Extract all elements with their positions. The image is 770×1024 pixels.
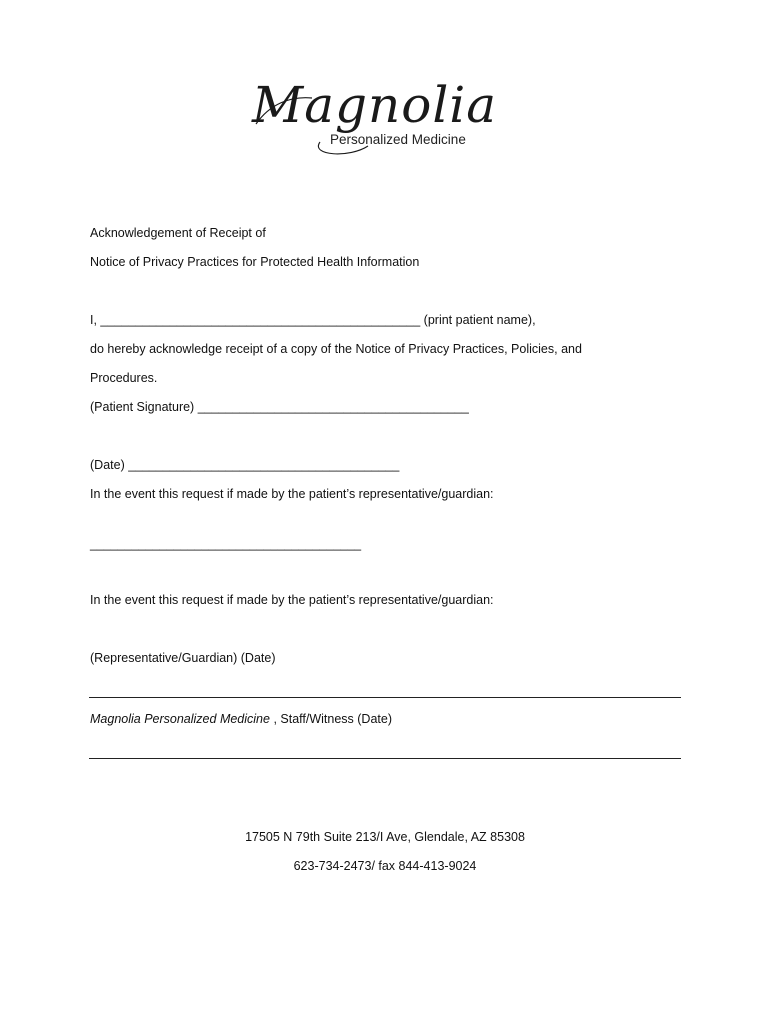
acknowledge-text-2: Procedures. (90, 371, 158, 385)
representative-intro-2: In the event this request if made by the patient’s representative/guardian: (90, 593, 494, 607)
representative-label: (Representative/Guardian) (Date) (90, 651, 276, 665)
patient-signature-field[interactable]: (Patient Signature) _______________________________________ (90, 400, 469, 414)
logo-tagline: Personalized Medicine (330, 132, 466, 147)
form-title-line-1: Acknowledgement of Receipt of (90, 226, 266, 240)
representative-blank-field[interactable]: _______________________________________ (90, 537, 362, 551)
footer-phone: 623-734-2473/ fax 844-413-9024 (293, 859, 477, 873)
date-field[interactable]: (Date) _______________________________________ (90, 458, 400, 472)
representative-signature-rule[interactable] (89, 697, 681, 698)
witness-label: , Staff/Witness (Date) (269, 712, 392, 726)
witness-line (90, 711, 392, 727)
witness-signature-rule[interactable] (89, 758, 681, 759)
acknowledge-text-1: do hereby acknowledge receipt of a copy of the Notice of Privacy Practices, Policies, and (90, 342, 582, 356)
footer-address: 17505 N 79th Suite 213/I Ave, Glendale, AZ 85308 (245, 830, 525, 844)
representative-intro-1: In the event this request if made by the patient’s representative/guardian: (90, 487, 494, 501)
logo-script-text: Magnolia (252, 76, 498, 134)
form-title-line-2: Notice of Privacy Practices for Protected Health Information (90, 255, 420, 269)
patient-name-field[interactable]: I, ______________________________________________ (print patient name), (90, 313, 536, 327)
witness-org: Magnolia Personalized Medicine (90, 712, 270, 726)
magnolia-logo (250, 76, 530, 164)
